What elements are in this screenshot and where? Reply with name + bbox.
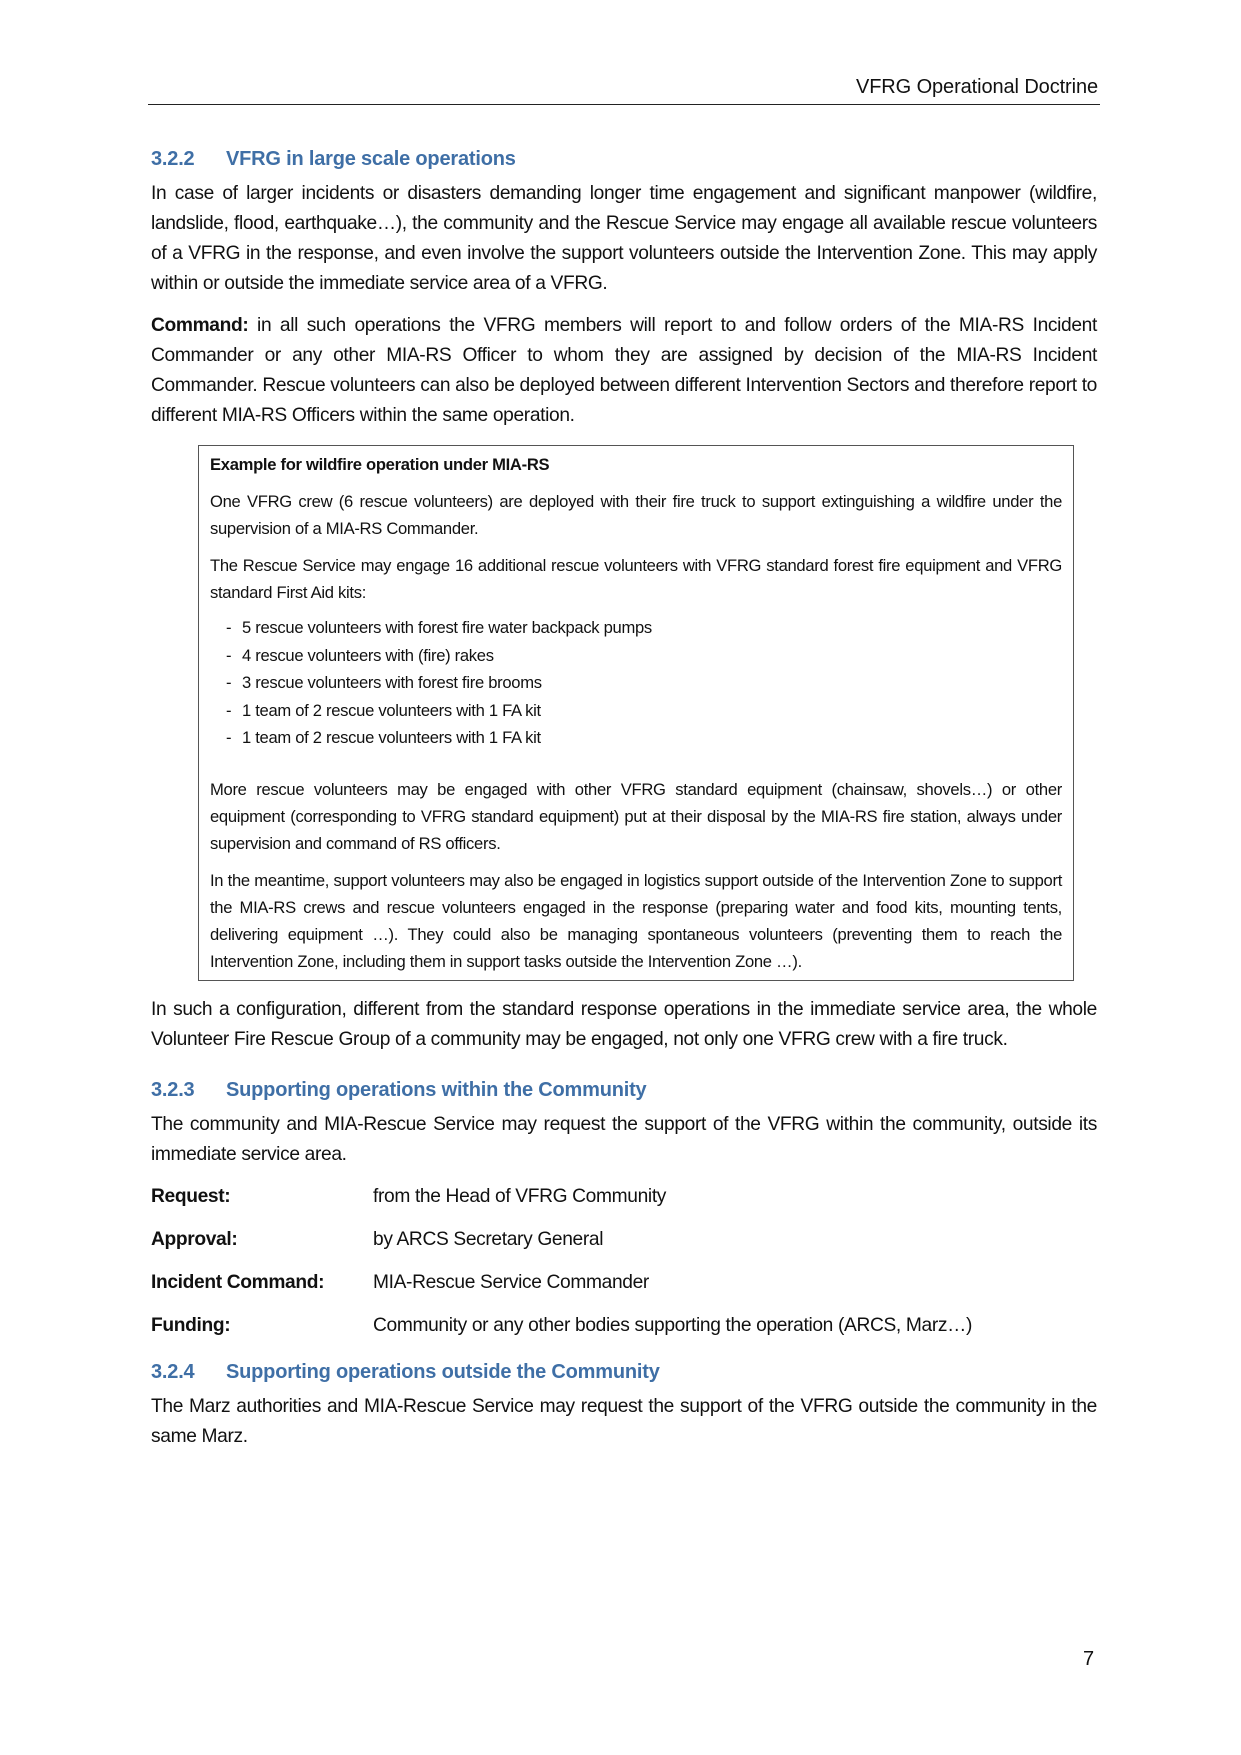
field-label: Funding:: [151, 1314, 231, 1336]
section-title: Supporting operations outside the Community: [226, 1360, 660, 1383]
command-paragraph: [151, 311, 1097, 431]
field-funding: [151, 1311, 1097, 1341]
example-box: [198, 445, 1074, 981]
example-paragraph: The Rescue Service may engage 16 additional rescue volunteers with VFRG standard forest fire equipment and VFRG standard First Aid kits:: [210, 556, 1062, 602]
document-title: VFRG Operational Doctrine: [855, 76, 1098, 98]
section-number: 3.2.2: [151, 148, 195, 170]
page-header: [148, 74, 1100, 105]
paragraph: The community and MIA-Rescue Service may request the support of the VFRG within the community, outside its immediate service area.: [151, 1113, 1097, 1165]
section-title: VFRG in large scale operations: [226, 148, 516, 170]
field-incident-command: [151, 1268, 1097, 1298]
list-item: - 3 rescue volunteers with forest fire brooms: [226, 673, 542, 692]
field-value: Community or any other bodies supporting the operation (ARCS, Marz…): [373, 1314, 973, 1336]
closing-paragraph: In such a configuration, different from the standard response operations in the immediate service area, the whole Volunteer Fire Rescue Group of a community may be engaged, not only one VFRG crew with a fire truck.: [151, 998, 1097, 1050]
example-title: Example for wildfire operation under MIA-RS: [210, 455, 550, 474]
field-label: Incident Command:: [151, 1271, 325, 1293]
example-paragraph: More rescue volunteers may be engaged with other VFRG standard equipment (chainsaw, shovels…) or other equipment (corresponding to VFRG standard equipment) put at their disposal by the MIA-RS fire station, always under supervision and command of RS officers.: [210, 779, 1062, 853]
equipment-list: [210, 614, 1062, 752]
command-text: in all such operations the VFRG members will report to and follow orders of the MIA-RS Incident Commander or any other MIA-RS Officer to whom they are assigned by decision of the MIA-RS Incident Commander. Rescue volunteers can also be deployed between different Intervention Sectors and therefore report to different MIA-RS Officers within the same operation.: [151, 315, 1097, 426]
example-paragraph: In the meantime, support volunteers may also be engaged in logistics support outside of the Intervention Zone to support the MIA-RS crews and rescue volunteers engaged in the response (preparing water and food kits, mounting tents, delivering equipment …). They could also be managing spontaneous volunteers (preventing them to reach the Intervention Zone, including them in support tasks outside the Intervention Zone …).: [210, 870, 1062, 971]
field-request: [151, 1182, 1097, 1212]
field-value: MIA-Rescue Service Commander: [373, 1271, 649, 1293]
field-value: from the Head of VFRG Community: [373, 1185, 667, 1207]
section-heading-3-2-3: [151, 1079, 1097, 1102]
list-item: - 4 rescue volunteers with (fire) rakes: [226, 645, 494, 665]
field-label: Approval:: [151, 1228, 238, 1250]
section-number: 3.2.4: [151, 1360, 195, 1383]
field-approval: [151, 1225, 1097, 1255]
section-number: 3.2.3: [151, 1078, 195, 1101]
page-number: 7: [1083, 1648, 1095, 1670]
example-paragraph: One VFRG crew (6 rescue volunteers) are deployed with their fire truck to support extinguishing a wildfire under the supervision of a MIA-RS Commander.: [210, 492, 1062, 538]
field-value: by ARCS Secretary General: [373, 1228, 604, 1250]
section-title: Supporting operations within the Community: [226, 1078, 647, 1101]
list-item: - 1 team of 2 rescue volunteers with 1 FA kit: [226, 700, 541, 720]
field-label: Request:: [151, 1185, 231, 1207]
page-content: [151, 148, 1097, 1452]
section-heading-3-2-2: [151, 148, 1097, 171]
paragraph: In case of larger incidents or disasters demanding longer time engagement and significant manpower (wildfire, landslide, flood, earthquake…), the community and the Rescue Service may engage all available rescue volunteers of a VFRG in the response, and even involve the support volunteers outside the Intervention Zone. This may apply within or outside the immediate service area of a VFRG.: [151, 183, 1097, 294]
list-item: - 5 rescue volunteers with forest fire water backpack pumps: [226, 618, 652, 637]
section-heading-3-2-4: [151, 1361, 1097, 1384]
list-item: - 1 team of 2 rescue volunteers with 1 FA kit: [226, 728, 541, 747]
paragraph: The Marz authorities and MIA-Rescue Service may request the support of the VFRG outside the community in the same Marz.: [151, 1395, 1097, 1447]
command-label: Command:: [151, 315, 249, 336]
